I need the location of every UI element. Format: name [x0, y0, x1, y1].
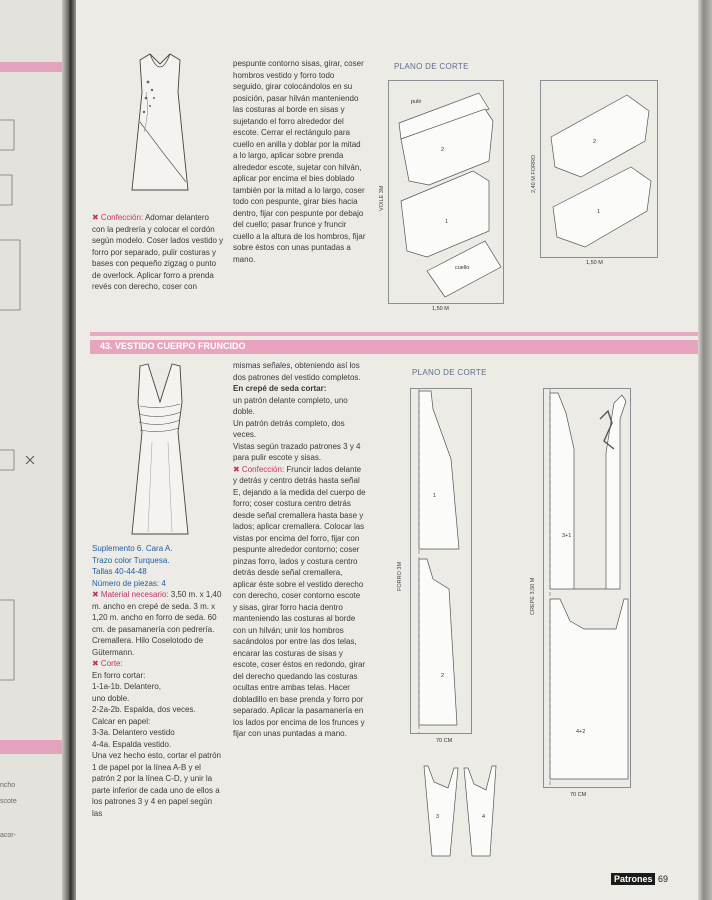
bottom-plano-caption: PLANO DE CORTE — [412, 368, 487, 377]
forro-3m-pieces — [411, 389, 471, 733]
bottom-confeccion-label: ✖ Confección: — [233, 464, 285, 474]
voile-pieces — [389, 81, 503, 303]
brand-logo: Patrones — [611, 873, 656, 885]
left-fragment-3: acor- — [0, 832, 16, 839]
corte-line-6: 3-3a. Delantero vestido — [92, 728, 175, 737]
corte-line-8: Una vez hecho esto, cortar el patrón 1 de papel por la línea A-B y el patrón 2 por la línea C-D, y unir la parte inferior de cada uno de ellos a los patrones 3 y 4 en papel según las — [92, 751, 221, 818]
piece-label-2: 2 — [441, 147, 445, 153]
crepe-pieces — [544, 389, 630, 787]
cutting-diagram-crepe — [530, 388, 631, 788]
col2-heading: En crepé de seda cortar: — [233, 384, 327, 393]
spec-line-1: Suplemento 6. Cara A. — [92, 544, 173, 553]
material-label: ✖ Material necesario: — [92, 590, 169, 599]
forro3-piece-1: 1 — [433, 493, 437, 499]
piece-label-pulir: pulir — [411, 99, 422, 105]
cutting-diagram-forro-3m — [397, 388, 472, 734]
corte-line-1: En forro cortar: — [92, 670, 146, 680]
bottom-confeccion-text: Fruncir lados delante y detrás y centro detrás hasta señal E, dejando a la medida del cuerpo de forro; coser costura centro detrás desde señal cremallera hasta base y lados; aplicar cremallera. Colocar las vistas por encima del forro, fijar con pespunte alrededor contorno; coser pinzas forro, lados y costura centro detrás desde señal cremallera, aplicar éste sobre el vestido derecho con derecho, coser contorno escote y sisas, girar forro hacia dentro manteniendo las costuras al borde con un hilván; unir los hombros sacándolos por entre las dos telas, encarar las costuras de sisas y escote, coser éstos en redondo, girar del derecho quedando las costuras ocultas entre ambas telas. Hacer dobladillo en base prenda y forro por separado. Aplicar la pasamanería en los lados por encima de los frunces y fijar con unas puntadas a mano. — [233, 464, 366, 738]
small-piece-3: 3 — [436, 814, 440, 820]
crepe-side-label: CREPE 3,50 M — [530, 577, 536, 615]
crepe-piece-3-1: 3+1 — [562, 533, 572, 539]
page-edge — [698, 0, 712, 900]
section-title: 43. VESTIDO CUERPO FRUNCIDO — [100, 341, 246, 351]
page-spine — [62, 0, 76, 900]
col2-line-1: un patrón delante completo, uno doble. — [233, 395, 348, 416]
forro3-side-label: FORRO 3M — [397, 561, 403, 591]
corte-label: ✖ Corte: — [92, 659, 123, 668]
small-pattern-pieces — [420, 762, 504, 858]
crepe-piece-4-2: 4+2 — [576, 729, 586, 735]
col2-top: mismas señales, obteniendo así los dos patrones del vestido completos. — [233, 361, 361, 382]
crepe-bottom-label: 70 CM — [570, 792, 587, 798]
page-footer — [611, 874, 668, 884]
top-confeccion-label: ✖ Confección: — [92, 213, 144, 222]
voile-bottom-label: 1,50 M — [432, 306, 449, 312]
forro3-bottom-label: 70 CM — [436, 738, 453, 744]
cutting-diagram-forro — [531, 80, 658, 258]
voile-side-label: VOILE 3M — [379, 185, 385, 211]
spec-line-3: Tallas 40-44-48 — [92, 567, 147, 576]
top-column-2: pespunte contorno sisas, girar, coser hombros vestido y forro todo seguido, girar colocándolos en su posición, pasar hilván manteniendo las costuras al borde en sisas y sujetando el forro alrededor del escote. Cerrar el rectángulo para cuello en anilla y doblar por la mitad a lo largo, aplicar sobre prenda alrededor escote, sujetar con hilván, aplicar por encima el bies doblado también por la mitad a lo largo, coser todo con pespunte, girar bies hacia dentro, fijar con pespunte por debajo del cuello; pasar frunce y fruncir cuello a la altura de los hombros, fijar sobre éstos con unas puntadas a mano. — [233, 59, 366, 264]
corte-line-5: Calcar en papel: — [92, 716, 151, 726]
col2-line-2: Un patrón detrás completo, dos veces. — [233, 418, 345, 439]
bottom-column-1 — [92, 543, 224, 819]
left-fragment-1: ncho — [0, 782, 16, 789]
pink-separator — [90, 332, 698, 336]
dress-illustration-2 — [108, 362, 212, 542]
corte-line-7: 4-4a. Espalda vestido. — [92, 739, 172, 749]
forro3-piece-2: 2 — [441, 673, 445, 679]
spec-line-2: Trazo color Turquesa. — [92, 555, 170, 565]
piece-label-1: 1 — [445, 219, 449, 225]
col2-line-3: Vistas según trazado patrones 3 y 4 para pulir escote y sisas. — [233, 441, 361, 462]
left-fragment-2: scote — [0, 798, 17, 805]
small-piece-4: 4 — [482, 814, 486, 820]
corte-line-4: 2-2a-2b. Espalda, dos veces. — [92, 705, 196, 714]
top-plano-caption: PLANO DE CORTE — [394, 62, 469, 71]
forro-bottom-label: 1,50 M — [586, 260, 603, 266]
dress-illustration-1 — [110, 52, 210, 202]
top-confeccion-text — [92, 212, 224, 293]
piece-label-cuello: cuello — [455, 265, 470, 271]
cutting-diagram-voile — [379, 80, 504, 304]
forro-side-label: 2,40 M FORRO — [531, 154, 537, 193]
corte-line-3: uno doble. — [92, 693, 130, 703]
forro-piece-1: 1 — [597, 209, 601, 215]
forro-piece-2: 2 — [593, 139, 597, 145]
section-title-band — [90, 340, 698, 354]
bottom-column-2 — [233, 360, 366, 740]
material-text: 3,50 m. x 1,40 m. ancho en crepé de seda. 3 m. x 1,20 m. ancho en forro de seda. 60 cm. de pasamanería con pedrería. Cremallera. Hilo Coselotodo de Gütermann. — [92, 590, 222, 657]
top-confeccion-body: Adornar delantero con la pedrería y colocar el cordón según modelo. Coser lados vestido y forro por separado, pulir costuras y bases con pequeño zigzag o punto de overlock. Aplicar forro a prenda revés con derecho, coser con — [92, 213, 224, 291]
page-number: 69 — [657, 874, 668, 884]
left-page-sketches — [0, 0, 62, 900]
spec-line-4: Número de piezas: 4 — [92, 578, 166, 588]
left-page-edge — [0, 0, 70, 900]
corte-line-2: 1-1a-1b. Delantero, — [92, 682, 161, 691]
forro-pieces — [541, 81, 657, 257]
